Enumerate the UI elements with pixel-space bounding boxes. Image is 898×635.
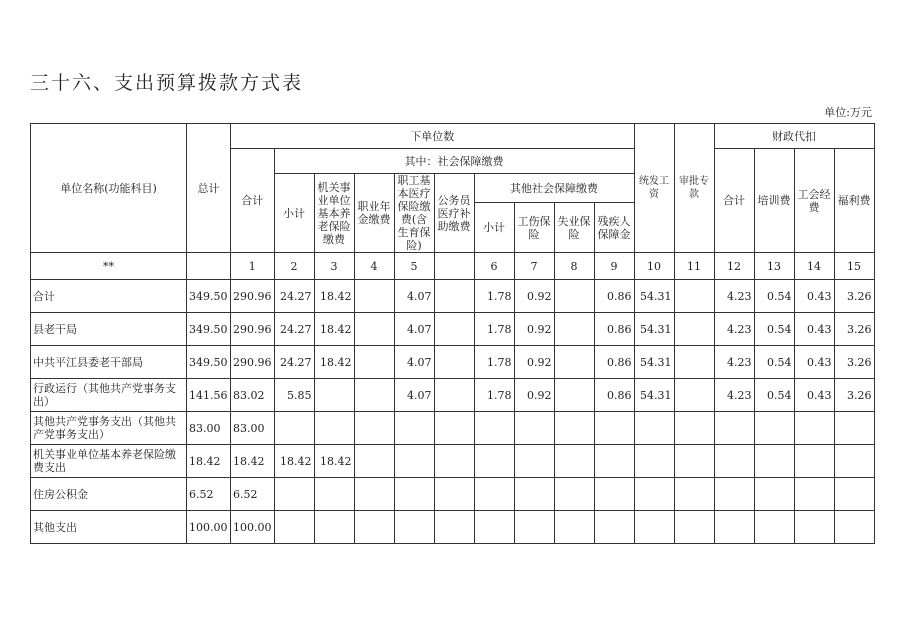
col-number: 14 xyxy=(794,253,834,280)
row-cell: 1.78 xyxy=(474,280,514,313)
row-cell xyxy=(354,346,394,379)
col-number xyxy=(187,253,231,280)
header-jiguan: 机关事业单位基本养老保险缴费 xyxy=(314,174,354,253)
col-number: 8 xyxy=(554,253,594,280)
row-cell xyxy=(594,412,634,445)
row-cell: 3.26 xyxy=(834,280,874,313)
row-cell: 4.23 xyxy=(714,313,754,346)
row-cell xyxy=(634,445,674,478)
row-cell xyxy=(434,346,474,379)
row-name: 机关事业单位基本养老保险缴费支出 xyxy=(31,445,187,478)
row-cell: 54.31 xyxy=(634,346,674,379)
row-cell: 0.92 xyxy=(514,379,554,412)
row-cell xyxy=(794,412,834,445)
row-cell xyxy=(594,478,634,511)
row-cell xyxy=(394,511,434,544)
row-cell: 349.50 xyxy=(187,280,231,313)
row-cell: 3.26 xyxy=(834,346,874,379)
row-cell: 0.92 xyxy=(514,346,554,379)
row-cell xyxy=(314,379,354,412)
row-cell: 290.96 xyxy=(231,346,275,379)
row-cell: 18.42 xyxy=(314,346,354,379)
row-cell xyxy=(794,511,834,544)
row-cell: 1.78 xyxy=(474,313,514,346)
row-cell xyxy=(474,412,514,445)
row-cell: 4.07 xyxy=(394,280,434,313)
table-row xyxy=(31,511,875,544)
row-cell xyxy=(674,412,714,445)
header-total: 总计 xyxy=(187,124,231,253)
row-name: 其他共产党事务支出（其他共产党事务支出） xyxy=(31,412,187,445)
table-row xyxy=(31,313,875,346)
col-number: 7 xyxy=(514,253,554,280)
row-cell: 0.54 xyxy=(754,379,794,412)
row-cell: 0.54 xyxy=(754,346,794,379)
row-name: 中共平江县委老干部局 xyxy=(31,346,187,379)
col-number: 11 xyxy=(674,253,714,280)
header-unit-name: 单位名称(功能科目) xyxy=(31,124,187,253)
row-cell xyxy=(514,445,554,478)
row-cell xyxy=(554,445,594,478)
header-gongwuyuan: 公务员医疗补助缴费 xyxy=(434,174,474,253)
row-cell: 18.42 xyxy=(314,280,354,313)
row-cell xyxy=(794,445,834,478)
row-cell: 349.50 xyxy=(187,346,231,379)
col-number: 3 xyxy=(314,253,354,280)
header-canji: 残疾人保障金 xyxy=(594,203,634,253)
row-cell xyxy=(674,346,714,379)
row-cell xyxy=(554,379,594,412)
row-cell xyxy=(434,445,474,478)
col-number: 12 xyxy=(714,253,754,280)
row-cell: 0.54 xyxy=(754,280,794,313)
row-cell: 3.26 xyxy=(834,379,874,412)
header-xiaoji: 小计 xyxy=(274,174,314,253)
row-cell: 83.00 xyxy=(187,412,231,445)
page-title: 三十六、支出预算拨款方式表 xyxy=(30,72,304,94)
row-cell xyxy=(594,445,634,478)
row-cell: 18.42 xyxy=(187,445,231,478)
row-cell xyxy=(754,478,794,511)
row-cell xyxy=(394,445,434,478)
row-cell xyxy=(714,445,754,478)
col-number: 15 xyxy=(834,253,874,280)
row-cell: 0.43 xyxy=(794,346,834,379)
row-cell: 24.27 xyxy=(274,346,314,379)
row-cell xyxy=(674,445,714,478)
row-cell xyxy=(354,280,394,313)
row-cell xyxy=(354,412,394,445)
row-cell: 54.31 xyxy=(634,379,674,412)
header-cz-heji: 合计 xyxy=(714,149,754,253)
row-cell: 290.96 xyxy=(231,313,275,346)
row-cell: 1.78 xyxy=(474,379,514,412)
table-row xyxy=(31,280,875,313)
row-cell xyxy=(354,313,394,346)
row-cell xyxy=(554,346,594,379)
header-zhigong: 职工基本医疗保险缴费(含生育保险) xyxy=(394,174,434,253)
row-cell: 24.27 xyxy=(274,313,314,346)
row-cell xyxy=(554,412,594,445)
col-number: 9 xyxy=(594,253,634,280)
row-cell xyxy=(474,478,514,511)
row-cell xyxy=(394,412,434,445)
row-cell xyxy=(674,313,714,346)
row-name: 合计 xyxy=(31,280,187,313)
row-cell xyxy=(634,412,674,445)
row-cell: 0.86 xyxy=(594,313,634,346)
row-cell: 3.26 xyxy=(834,313,874,346)
table-row xyxy=(31,412,875,445)
col-number: 5 xyxy=(394,253,434,280)
row-cell xyxy=(514,478,554,511)
row-cell: 100.00 xyxy=(231,511,275,544)
column-number-row xyxy=(31,253,875,280)
row-cell xyxy=(674,478,714,511)
row-cell: 83.00 xyxy=(231,412,275,445)
header-heji: 合计 xyxy=(231,149,275,253)
row-cell: 54.31 xyxy=(634,280,674,313)
header-zhiye: 职业年金缴费 xyxy=(354,174,394,253)
row-cell xyxy=(354,445,394,478)
header-qizhong: 其中：社会保障缴费 xyxy=(274,149,634,174)
row-cell xyxy=(754,412,794,445)
row-cell: 54.31 xyxy=(634,313,674,346)
row-cell: 4.07 xyxy=(394,346,434,379)
header-xiadanwei: 下单位数 xyxy=(231,124,635,149)
row-cell: 24.27 xyxy=(274,280,314,313)
row-cell xyxy=(354,379,394,412)
row-cell xyxy=(314,478,354,511)
header-peixun: 培训费 xyxy=(754,149,794,253)
header-gongshang: 工伤保险 xyxy=(514,203,554,253)
table-row xyxy=(31,379,875,412)
col-number: ** xyxy=(31,253,187,280)
header-qita-xiaoji: 小计 xyxy=(474,203,514,253)
row-cell: 4.07 xyxy=(394,379,434,412)
row-cell: 6.52 xyxy=(187,478,231,511)
header-shenpi: 审批专款 xyxy=(674,124,714,253)
row-cell xyxy=(674,379,714,412)
row-cell xyxy=(554,280,594,313)
row-cell: 18.42 xyxy=(231,445,275,478)
row-cell: 0.54 xyxy=(754,313,794,346)
row-cell: 0.86 xyxy=(594,379,634,412)
row-cell: 83.02 xyxy=(231,379,275,412)
row-cell: 18.42 xyxy=(314,445,354,478)
row-cell: 18.42 xyxy=(274,445,314,478)
row-cell xyxy=(434,478,474,511)
row-name: 其他支出 xyxy=(31,511,187,544)
row-cell xyxy=(434,412,474,445)
row-cell xyxy=(714,511,754,544)
row-cell xyxy=(314,511,354,544)
col-number: 13 xyxy=(754,253,794,280)
row-cell xyxy=(514,412,554,445)
row-cell xyxy=(274,478,314,511)
row-cell xyxy=(394,478,434,511)
row-cell xyxy=(354,478,394,511)
row-cell: 18.42 xyxy=(314,313,354,346)
row-cell: 4.23 xyxy=(714,346,754,379)
row-cell xyxy=(754,445,794,478)
header-shiye: 失业保险 xyxy=(554,203,594,253)
row-cell: 0.43 xyxy=(794,280,834,313)
row-cell xyxy=(594,511,634,544)
row-cell: 4.23 xyxy=(714,379,754,412)
table-row xyxy=(31,346,875,379)
header-caizheng: 财政代扣 xyxy=(714,124,874,149)
row-cell: 0.86 xyxy=(594,346,634,379)
row-cell: 4.07 xyxy=(394,313,434,346)
col-number: 1 xyxy=(231,253,275,280)
row-cell xyxy=(434,379,474,412)
row-name: 住房公积金 xyxy=(31,478,187,511)
header-tongfa: 统发工资 xyxy=(634,124,674,253)
col-number: 2 xyxy=(274,253,314,280)
row-cell xyxy=(474,511,514,544)
row-cell: 349.50 xyxy=(187,313,231,346)
unit-label: 单位:万元 xyxy=(824,106,872,119)
header-fuli: 福利费 xyxy=(834,149,874,253)
row-cell xyxy=(274,511,314,544)
row-cell xyxy=(754,511,794,544)
row-cell xyxy=(714,412,754,445)
col-number xyxy=(434,253,474,280)
row-cell xyxy=(474,445,514,478)
row-cell: 290.96 xyxy=(231,280,275,313)
table-row xyxy=(31,445,875,478)
row-cell xyxy=(794,478,834,511)
row-cell: 5.85 xyxy=(274,379,314,412)
header-qita: 其他社会保障缴费 xyxy=(474,174,634,203)
row-cell: 0.43 xyxy=(794,379,834,412)
row-cell xyxy=(674,280,714,313)
col-number: 10 xyxy=(634,253,674,280)
row-cell xyxy=(434,280,474,313)
table-row xyxy=(31,478,875,511)
row-cell xyxy=(834,412,874,445)
row-cell xyxy=(634,478,674,511)
row-cell xyxy=(554,478,594,511)
row-cell xyxy=(634,511,674,544)
col-number: 6 xyxy=(474,253,514,280)
row-cell: 0.43 xyxy=(794,313,834,346)
row-cell xyxy=(274,412,314,445)
row-name: 行政运行（其他共产党事务支出） xyxy=(31,379,187,412)
col-number: 4 xyxy=(354,253,394,280)
row-cell: 4.23 xyxy=(714,280,754,313)
row-cell xyxy=(554,313,594,346)
row-cell: 0.86 xyxy=(594,280,634,313)
row-cell xyxy=(554,511,594,544)
row-cell: 0.92 xyxy=(514,313,554,346)
row-cell: 100.00 xyxy=(187,511,231,544)
row-cell: 0.92 xyxy=(514,280,554,313)
row-cell xyxy=(834,445,874,478)
row-cell: 141.56 xyxy=(187,379,231,412)
row-cell xyxy=(714,478,754,511)
row-cell xyxy=(834,511,874,544)
row-cell xyxy=(514,511,554,544)
row-cell xyxy=(434,313,474,346)
budget-table xyxy=(30,123,875,544)
row-cell: 1.78 xyxy=(474,346,514,379)
row-name: 县老干局 xyxy=(31,313,187,346)
row-cell xyxy=(834,478,874,511)
row-cell xyxy=(674,511,714,544)
header-gonghui: 工会经费 xyxy=(794,149,834,253)
row-cell xyxy=(434,511,474,544)
row-cell xyxy=(354,511,394,544)
row-cell: 6.52 xyxy=(231,478,275,511)
row-cell xyxy=(314,412,354,445)
